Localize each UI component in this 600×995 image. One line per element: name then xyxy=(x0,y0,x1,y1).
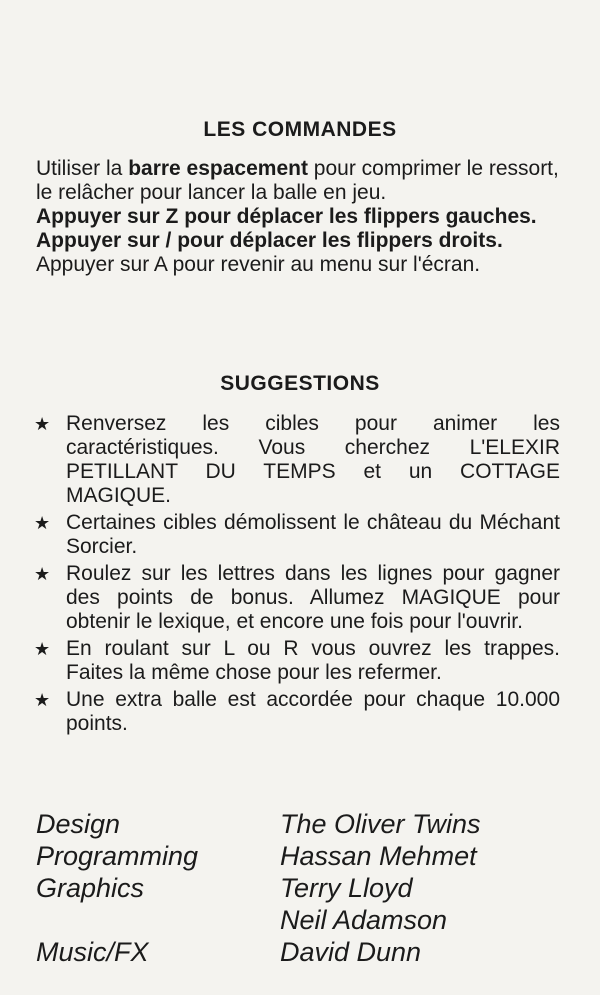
command-left-flippers: Appuyer sur Z pour déplacer les flippers gauches. xyxy=(36,205,537,228)
command-right-flippers: Appuyer sur / pour déplacer les flippers droits. xyxy=(36,229,503,252)
star-icon: ★ xyxy=(34,564,51,584)
credit-row xyxy=(36,808,562,840)
credit-role: Music/FX xyxy=(36,937,149,967)
credits-section xyxy=(36,808,562,968)
suggestion-text: Une extra balle est accordée pour chaque 10.000 points. xyxy=(66,688,560,735)
star-icon: ★ xyxy=(34,639,51,659)
credit-row xyxy=(36,904,562,936)
credit-role xyxy=(36,904,280,936)
command-spacebar-key: barre espacement xyxy=(128,157,308,180)
suggestions-heading: SUGGESTIONS xyxy=(220,372,380,395)
command-spacebar-pre: Utiliser la xyxy=(36,157,129,180)
commands-heading: LES COMMANDES xyxy=(203,118,397,141)
star-icon: ★ xyxy=(34,513,51,533)
star-icon: ★ xyxy=(34,690,51,710)
credit-name: Hassan Mehmet xyxy=(280,841,477,871)
suggestion-text: Roulez sur les lettres dans les lignes pour gagner des points de bonus. Allumez MAGIQUE pour obtenir le lexique, et encore une fois pour l'ouvrir. xyxy=(66,562,560,633)
suggestion-item xyxy=(34,562,560,634)
suggestions-list xyxy=(34,412,560,739)
credit-name: The Oliver Twins xyxy=(280,809,481,839)
credit-row xyxy=(36,936,562,968)
credit-row xyxy=(36,840,562,872)
credit-name: Terry Lloyd xyxy=(280,873,413,903)
credit-row xyxy=(36,872,562,904)
star-icon: ★ xyxy=(34,414,51,434)
suggestion-item xyxy=(34,412,560,508)
command-menu: Appuyer sur A pour revenir au menu sur l'écran. xyxy=(36,253,481,276)
suggestion-item xyxy=(34,637,560,685)
credit-name: David Dunn xyxy=(280,937,422,967)
credit-role: Graphics xyxy=(36,873,145,903)
suggestion-text: Renversez les cibles pour animer les caractéristiques. Vous cherchez L'ELEXIR PETILLANT DU TEMPS et un COTTAGE MAGIQUE. xyxy=(66,412,560,507)
command-spacebar-post: pour comprimer le ressort, le relâcher pour lancer la balle en jeu. xyxy=(36,157,559,204)
commands-section xyxy=(36,157,562,277)
suggestion-text: En roulant sur L ou R vous ouvrez les trappes. Faites la même chose pour les refermer. xyxy=(66,637,560,684)
credit-name: Neil Adamson xyxy=(280,905,448,935)
suggestion-item xyxy=(34,511,560,559)
suggestion-text: Certaines cibles démolissent le château du Méchant Sorcier. xyxy=(66,511,560,558)
command-spacebar xyxy=(36,157,562,205)
credit-role: Programming xyxy=(36,841,199,871)
credit-role: Design xyxy=(36,809,121,839)
suggestion-item xyxy=(34,688,560,736)
